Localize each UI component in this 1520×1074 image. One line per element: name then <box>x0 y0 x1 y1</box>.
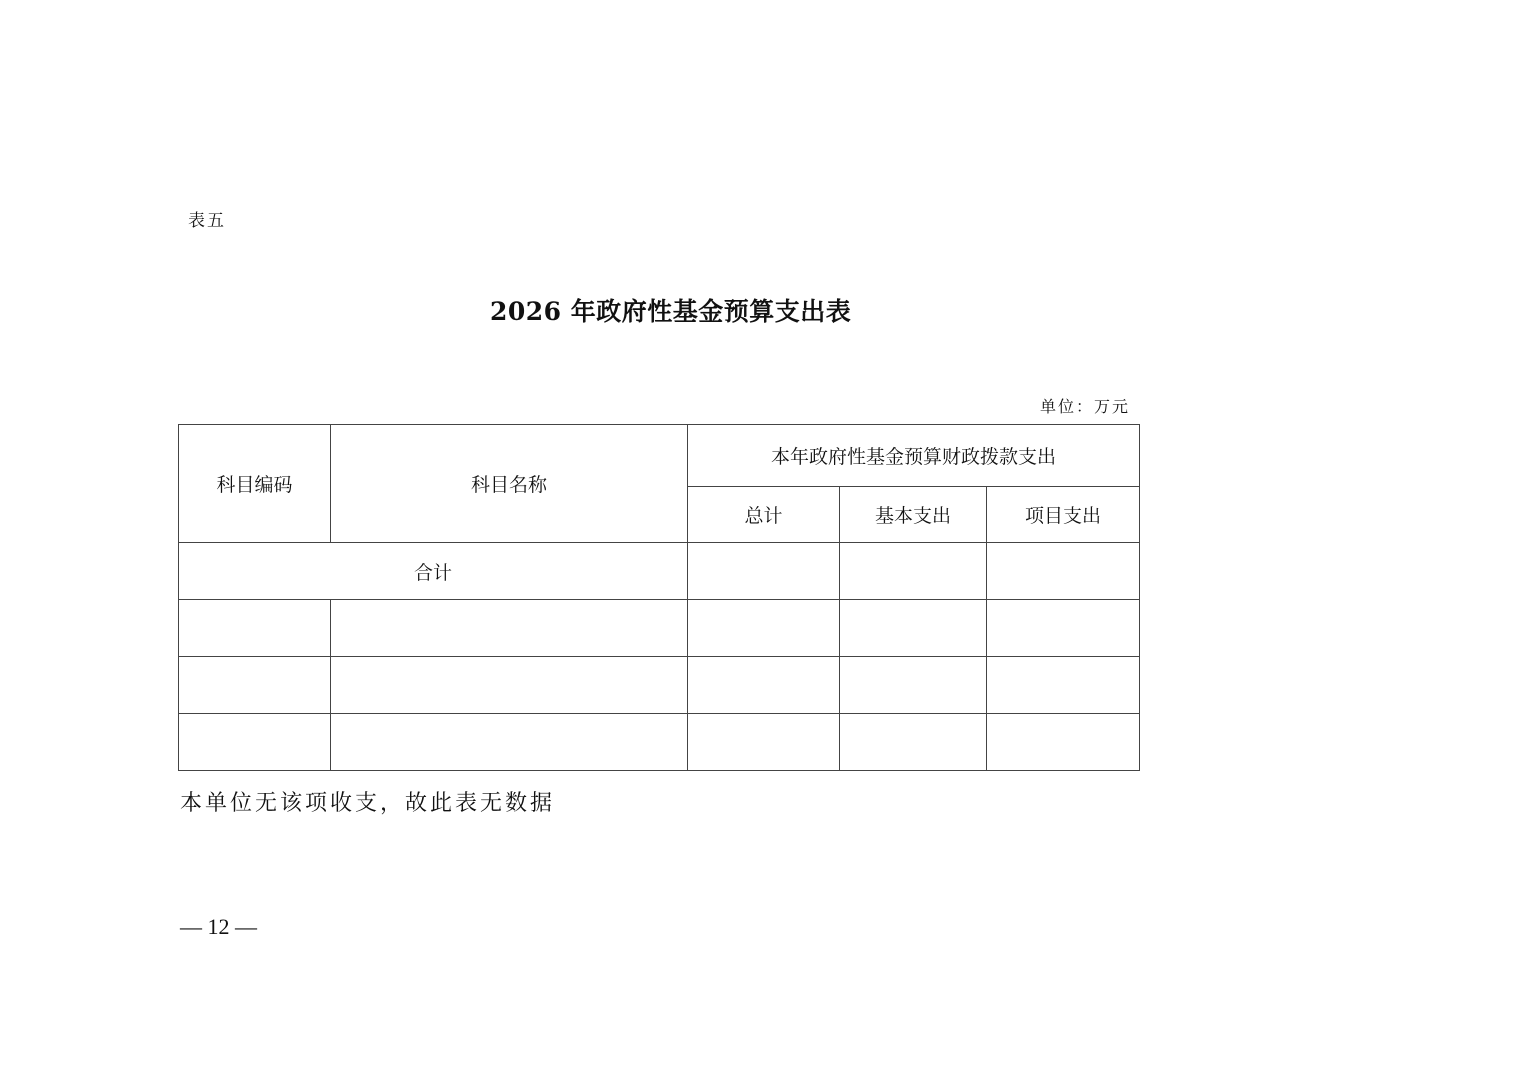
total-row-total <box>688 543 840 600</box>
row-project <box>987 714 1140 771</box>
header-row-1 <box>179 425 1140 487</box>
row-total <box>688 714 840 771</box>
header-group: 本年政府性基金预算财政拨款支出 <box>688 425 1140 487</box>
total-row <box>179 543 1140 600</box>
page-number: — 12 — <box>180 914 257 939</box>
row-project <box>987 657 1140 714</box>
row-total <box>688 657 840 714</box>
budget-table <box>178 424 1140 771</box>
total-row-project <box>987 543 1140 600</box>
total-row-label: 合计 <box>179 543 688 600</box>
table-row <box>179 714 1140 771</box>
header-total: 总计 <box>688 487 840 543</box>
table-label: 表五 <box>188 211 226 231</box>
row-basic <box>840 714 987 771</box>
row-name <box>331 657 688 714</box>
row-basic <box>840 657 987 714</box>
unit-label: 单位：万元 <box>1040 397 1131 416</box>
header-code: 科目编码 <box>179 425 331 543</box>
no-data-note: 本单位无该项收支，故此表无数据 <box>180 791 556 816</box>
row-basic <box>840 600 987 657</box>
total-row-basic <box>840 543 987 600</box>
row-code <box>179 657 331 714</box>
row-code <box>179 714 331 771</box>
header-project: 项目支出 <box>987 487 1140 543</box>
row-code <box>179 600 331 657</box>
table-row <box>179 600 1140 657</box>
document-title: 2026 年政府性基金预算支出表 <box>490 297 852 326</box>
row-total <box>688 600 840 657</box>
row-name <box>331 600 688 657</box>
header-basic: 基本支出 <box>840 487 987 543</box>
header-name: 科目名称 <box>331 425 688 543</box>
row-project <box>987 600 1140 657</box>
row-name <box>331 714 688 771</box>
table-row <box>179 657 1140 714</box>
